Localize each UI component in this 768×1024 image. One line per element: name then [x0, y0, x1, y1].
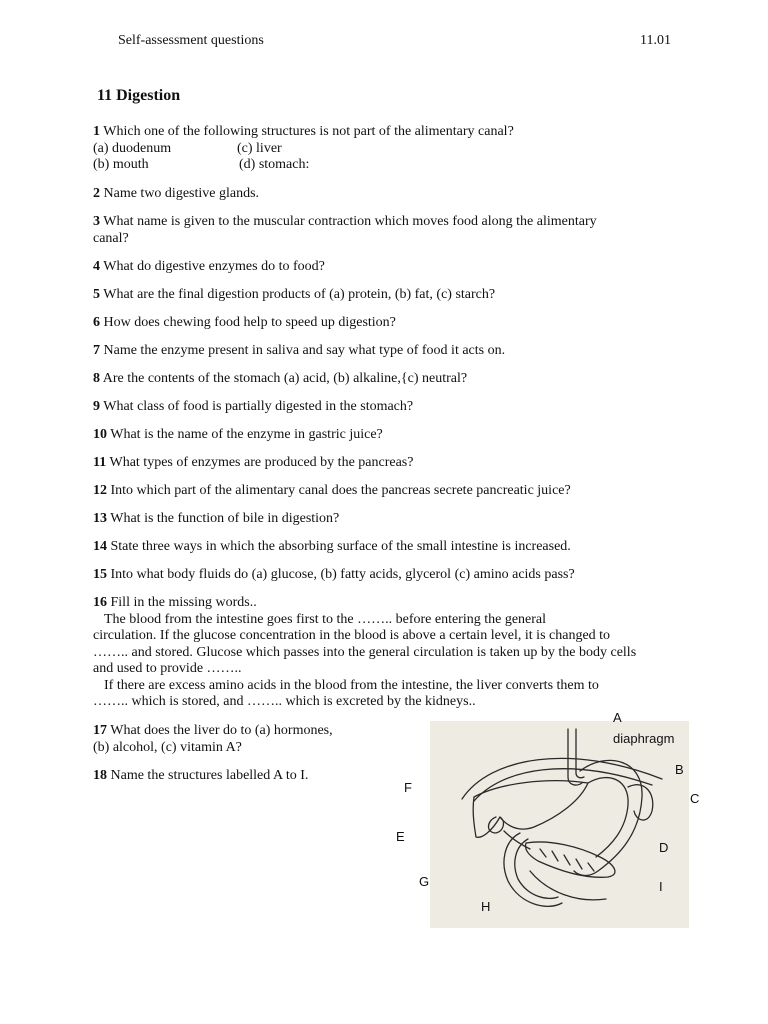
fill-in-line-3: …….. and stored. Glucose which passes into the general circulation is taken up by the body cells	[93, 644, 637, 660]
question-text: What does the liver do to (a) hormones,	[110, 723, 333, 738]
question-number: 8	[93, 371, 100, 386]
question-12	[93, 483, 703, 500]
question-text: Are the contents of the stomach (a) acid, (b) alkaline,{c) neutral?	[102, 371, 468, 386]
header-left: Self-assessment questions	[118, 33, 264, 48]
question-text: What is the name of the enzyme in gastric juice?	[110, 427, 383, 442]
question-8	[93, 371, 703, 388]
question-number: 6	[93, 315, 100, 330]
question-10	[93, 427, 703, 444]
question-number: 18	[93, 768, 107, 783]
fill-in-line-2: circulation. If the glucose concentration in the blood is above a certain level, it is changed to	[93, 628, 611, 643]
question-text: Into which part of the alimentary canal does the pancreas secrete pancreatic juice?	[110, 483, 571, 498]
question-number: 1	[93, 124, 100, 139]
question-text: Which one of the following structures is not part of the alimentary canal?	[103, 124, 514, 139]
question-number: 11	[93, 455, 107, 470]
question-number: 5	[93, 287, 100, 302]
fill-in-line-5: If there are excess amino acids in the blood from the intestine, the liver converts them to	[104, 677, 599, 693]
question-number: 10	[93, 427, 107, 442]
question-text: What do digestive enzymes do to food?	[103, 259, 325, 274]
small-intestine-outline	[530, 871, 606, 900]
question-text: How does chewing food help to speed up digestion?	[103, 315, 396, 330]
question-text: Name the structures labelled A to I.	[110, 768, 309, 783]
label-c: C	[690, 791, 700, 806]
question-number: 17	[93, 723, 107, 738]
question-11	[93, 455, 703, 472]
spleen-outline	[628, 785, 653, 820]
label-a: A	[613, 710, 622, 725]
question-1	[93, 124, 703, 174]
fill-in-line-4: and used to provide ……..	[93, 661, 242, 676]
question-text: What are the final digestion products of (a) protein, (b) fat, (c) starch?	[103, 287, 496, 302]
header-page-number: 11.01	[640, 33, 671, 48]
label-g: G	[419, 874, 430, 889]
question-text: State three ways in which the absorbing surface of the small intestine is increased.	[110, 539, 571, 554]
question-number: 9	[93, 399, 100, 414]
duodenum-outline	[504, 833, 562, 906]
question-6	[93, 315, 703, 332]
label-diaphragm: diaphragm	[613, 731, 675, 746]
question-number: 3	[93, 214, 100, 229]
option-c: (c) liver	[237, 140, 282, 156]
question-7	[93, 343, 703, 360]
page-title: 11 Digestion	[97, 87, 181, 104]
label-i: I	[659, 879, 663, 894]
liver-outline	[473, 781, 588, 838]
question-9	[93, 399, 703, 416]
label-h: H	[481, 899, 491, 914]
question-text: Fill in the missing words..	[110, 595, 257, 610]
label-d: D	[659, 840, 669, 855]
question-number: 7	[93, 343, 100, 358]
question-5	[93, 287, 703, 304]
option-b: (b) mouth	[93, 157, 149, 172]
question-17	[93, 723, 393, 756]
question-2	[93, 186, 703, 203]
fill-in-line-1: The blood from the intestine goes first to the …….. before entering the general	[104, 611, 547, 627]
option-a: (a) duodenum	[93, 140, 172, 156]
question-text: Into what body fluids do (a) glucose, (b) fatty acids, glycerol (c) amino acids pass?	[110, 567, 575, 582]
question-number: 4	[93, 259, 100, 274]
label-f: F	[404, 780, 412, 795]
question-text-continued: canal?	[93, 230, 129, 246]
question-text: Name the enzyme present in saliva and say what type of food it acts on.	[103, 343, 506, 358]
question-text: What name is given to the muscular contraction which moves food along the alimentary	[103, 214, 597, 229]
question-number: 16	[93, 595, 107, 610]
question-4	[93, 259, 703, 276]
question-text-continued: (b) alcohol, (c) vitamin A?	[93, 739, 242, 755]
pancreas-texture	[540, 849, 594, 871]
fill-in-line-6: …….. which is stored, and …….. which is excreted by the kidneys..	[93, 694, 476, 709]
question-3	[93, 214, 703, 247]
stomach-inner	[588, 778, 628, 857]
question-18	[93, 768, 393, 785]
question-16	[93, 595, 703, 711]
diaphragm-inner	[474, 769, 652, 801]
question-14	[93, 539, 703, 556]
question-number: 15	[93, 567, 107, 582]
question-13	[93, 511, 703, 528]
oesophagus-outline	[568, 729, 582, 785]
option-d: (d) stomach:	[239, 157, 310, 172]
question-number: 12	[93, 483, 107, 498]
question-text: Name two digestive glands.	[103, 186, 260, 201]
label-b: B	[675, 762, 684, 777]
question-text: What is the function of bile in digestion?	[110, 511, 340, 526]
label-e: E	[396, 829, 405, 844]
question-text: What types of enzymes are produced by the pancreas?	[109, 455, 414, 470]
pancreas-outline	[526, 842, 615, 877]
question-text: What class of food is partially digested in the stomach?	[103, 399, 414, 414]
question-15	[93, 567, 703, 584]
question-number: 2	[93, 186, 100, 201]
question-number: 13	[93, 511, 107, 526]
digestive-system-diagram	[430, 721, 689, 928]
question-number: 14	[93, 539, 107, 554]
